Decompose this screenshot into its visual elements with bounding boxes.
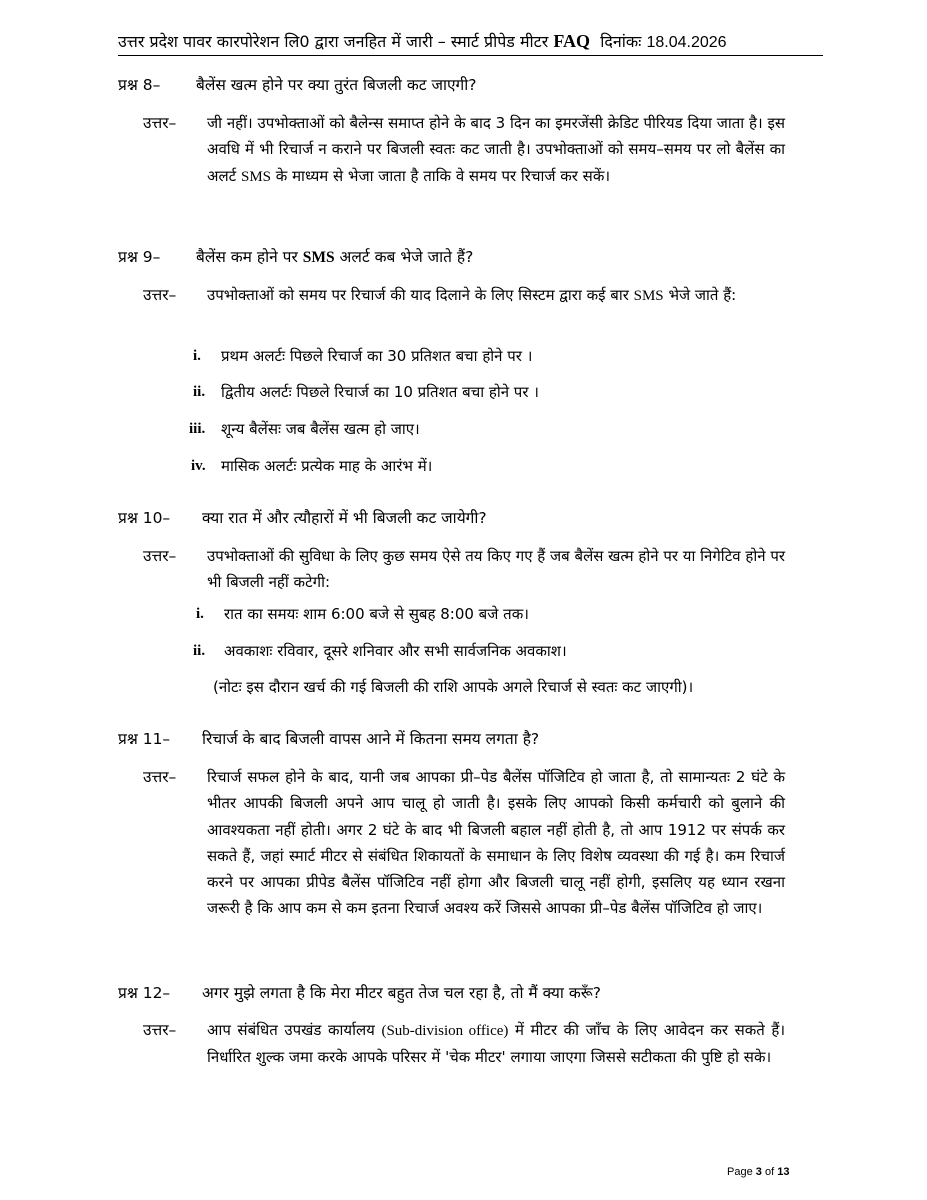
answer-part: के माध्यम से भेजा जाता है ताकि वे समय पर रिचार्ज कर सकें।	[275, 166, 611, 185]
question-text: अगर मुझे लगता है कि मेरा मीटर बहुत तेज चल रहा है, तो मैं क्या करूँ?	[202, 984, 602, 1002]
answer-text	[207, 282, 785, 309]
header-date: 18.04.2026	[646, 34, 727, 51]
answer-label: उत्तर–	[143, 286, 177, 304]
question-label: प्रश्न 12–	[118, 984, 171, 1002]
list-item-title: अवकाशः	[224, 642, 273, 660]
list-item-text: पिछले रिचार्ज का 10 प्रतिशत बचा होने पर ।	[296, 383, 539, 401]
answer-label: उत्तर–	[143, 768, 177, 786]
question-part: अलर्ट कब भेजे जाते हैं?	[339, 248, 474, 266]
answer-part: उपभोक्ताओं को समय पर रिचार्ज की याद दिलाने के लिए सिस्टम द्वारा कई बार	[207, 286, 629, 304]
list-item-text: शाम 6:00 बजे से सुबह 8:00 बजे तक।	[303, 605, 529, 623]
list-item-text: जब बैलेंस खत्म हो जाए।	[285, 420, 420, 438]
answer-sms: SMS	[633, 288, 664, 304]
list-item-title: मासिक अलर्टः	[221, 457, 297, 475]
list-item-title: रात का समयः	[224, 605, 299, 623]
note-text: (नोटः इस दौरान खर्च की गई बिजली की राशि आपके अगले रिचार्ज से स्वतः कट जाएगी)।	[213, 678, 694, 696]
header-date-label: दिनांकः	[600, 32, 642, 51]
question-text: रिचार्ज के बाद बिजली वापस आने में कितना समय लगता है?	[202, 730, 540, 748]
header-title: उत्तर प्रदेश पावर कारपोरेशन लि0 द्वारा जनहित में जारी – स्मार्ट प्रीपेड मीटर	[118, 32, 549, 51]
list-item-number: i.	[196, 606, 204, 622]
answer-part: आप संबंधित उपखंड कार्यालय	[207, 1021, 375, 1039]
question-text: क्या रात में और त्यौहारों में भी बिजली कट जायेगी?	[202, 509, 487, 527]
answer-sms: SMS	[240, 168, 272, 185]
list-item-title: प्रथम अलर्टः	[221, 347, 286, 365]
footer-page-word: Page	[727, 1166, 753, 1178]
question-text: बैलेंस खत्म होने पर क्या तुरंत बिजली कट जाएगी?	[196, 76, 477, 94]
answer-label: उत्तर–	[143, 1021, 177, 1039]
list-item-number: i.	[193, 348, 201, 364]
answer-part: भेजे जाते हैं:	[668, 286, 737, 304]
answer-latin: (Sub-division office)	[381, 1023, 509, 1039]
answer-text: रिचार्ज सफल होने के बाद, यानी जब आपका प्री–पेड बैलेंस पॉजिटिव हो जाता है, तो सामान्यतः 2 घंटे के भीतर आपकी बिजली अपने आप चालू हो जाती है। इसके लिए आपको किसी कर्मचारी को बुलाने की आवश्यकता नहीं होती। अगर 2 घंटे के बाद भी बिजली बहाल नहीं होती है, तो आप 1912 पर संपर्क कर सकते हैं, जहां स्मार्ट मीटर से संबंधित शिकायतों के समाधान के लिए विशेष व्यवस्था की गई है। कम रिचार्ज करने पर आपका प्रीपेड बैलेंस पॉजिटिव नहीं होगा और बिजली चालू नहीं होगी, इसलिए यह ध्यान रखना जरूरी है कि आप कम से कम इतना रिचार्ज अवश्य करें जिससे आपका प्री–पेड बैलेंस पॉजिटिव हो जाए।	[207, 768, 785, 918]
footer-page-number: 3	[755, 1166, 762, 1178]
list-item-number: ii.	[193, 384, 206, 400]
page-header	[118, 30, 823, 56]
list-item-number: iii.	[189, 421, 206, 437]
list-item-text: प्रत्येक माह के आरंभ में।	[301, 457, 433, 475]
answer-label: उत्तर–	[143, 114, 177, 132]
footer-page-total: 13	[777, 1166, 790, 1178]
header-faq: FAQ	[553, 31, 591, 51]
answer-text	[207, 110, 785, 190]
list-item-title: शून्य बैलेंसः	[221, 420, 281, 438]
question-label: प्रश्न 10–	[118, 509, 171, 527]
question-sms: SMS	[302, 249, 335, 266]
footer-of-word: of	[764, 1166, 775, 1178]
list-item-number: iv.	[191, 458, 206, 474]
list-item-number: ii.	[193, 643, 206, 659]
question-text	[196, 246, 473, 269]
answer-text	[207, 1017, 785, 1071]
list-item-text: पिछले रिचार्ज का 30 प्रतिशत बचा होने पर ।	[289, 347, 533, 365]
question-label: प्रश्न 9–	[118, 248, 161, 266]
answer-text: उपभोक्ताओं की सुविधा के लिए कुछ समय ऐसे तय किए गए हैं जब बैलेंस खत्म होने पर या निगेटिव होने पर भी बिजली नहीं कटेगी:	[207, 547, 785, 592]
answer-part: में मीटर की जाँच के लिए आवेदन कर सकते हैं। निर्धारित शुल्क जमा करके आपके परिसर में 'चेक मीटर' लगाया जाएगा जिससे सटीकता की पुष्टि हो सके।	[207, 1021, 786, 1067]
question-part: बैलेंस कम होने पर	[196, 248, 298, 266]
answer-label: उत्तर–	[143, 547, 177, 565]
list-item-title: द्वितीय अलर्टः	[221, 383, 292, 401]
question-label: प्रश्न 11–	[118, 730, 171, 748]
list-item-text: रविवार, दूसरे शनिवार और सभी सार्वजनिक अवकाश।	[277, 642, 567, 660]
question-label: प्रश्न 8–	[118, 76, 161, 94]
page-footer	[727, 1166, 789, 1178]
answer-part: जी नहीं। उपभोक्ताओं को बैलेन्स समाप्त होने के बाद 3 दिन का इमरजेंसी क्रेडिट पीरियड दिया जाता है। इस अवधि में भी रिचार्ज न कराने पर बिजली स्वतः कट जाती है। उपभोक्ताओं को समय–समय पर लो बैलेंस का अलर्ट	[207, 114, 785, 185]
